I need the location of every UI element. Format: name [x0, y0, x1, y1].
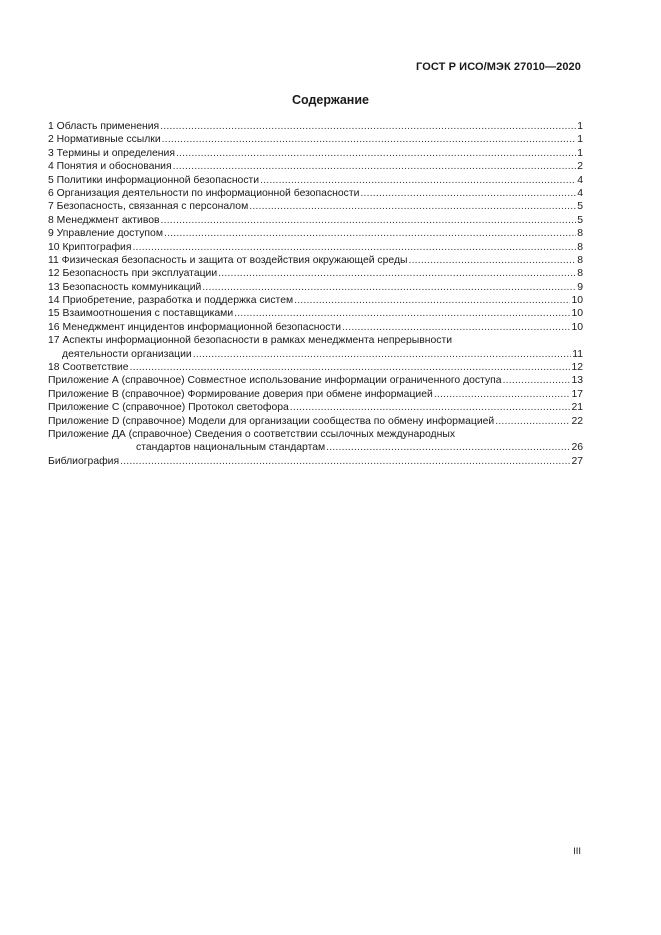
toc-leader-dots [176, 147, 576, 160]
toc-leader-dots [342, 321, 570, 334]
toc-title: Содержание [291, 93, 369, 107]
toc-leader-dots [218, 267, 576, 280]
toc-leader-dots [120, 455, 570, 468]
toc-leader-dots [173, 160, 577, 173]
toc-entry-page: 12 [571, 362, 583, 374]
toc-entry-page: 9 [577, 281, 583, 293]
toc-entry-page: 10 [571, 321, 583, 333]
toc-entry[interactable] [48, 374, 583, 387]
toc-entry-title: 16 Менеджмент инцидентов информационной безопасности [48, 321, 342, 333]
toc-entry[interactable] [48, 174, 583, 187]
toc-entry-title: 15 Взаимоотношения с поставщиками [48, 308, 234, 320]
toc-leader-dots [260, 174, 576, 187]
toc-entry-page: 5 [577, 214, 583, 226]
toc-entry-title: Библиография [48, 455, 120, 467]
page-number: III [573, 846, 581, 857]
toc-entry[interactable] [48, 267, 583, 280]
toc-entry-title: 10 Криптография [48, 241, 132, 253]
toc-entry[interactable] [48, 441, 583, 454]
toc-entry-title: 8 Менеджмент активов [48, 214, 160, 226]
toc-entry[interactable] [48, 307, 583, 320]
toc-entry-title: 4 Понятия и обоснования [48, 161, 172, 173]
toc-entry[interactable] [48, 120, 583, 133]
toc-entry[interactable] [48, 214, 583, 227]
toc-entry-title: 3 Термины и определения [48, 147, 175, 159]
toc-entry-title: 2 Нормативные ссылки [48, 134, 161, 146]
toc-entry-title: Приложение D (справочное) Модели для организации сообщества по обмену информацией [48, 415, 495, 427]
toc-entry-page: 8 [577, 254, 583, 266]
toc-entry-title: 12 Безопасность при эксплуатации [48, 268, 218, 280]
toc-entry-page: 4 [577, 187, 583, 199]
toc-entry-page: 1 [577, 147, 583, 159]
toc-leader-dots [360, 187, 576, 200]
toc-entry-title: Приложение С (справочное) Протокол светофора [48, 402, 289, 414]
toc-leader-dots [202, 281, 576, 294]
toc-entry[interactable] [48, 133, 583, 146]
toc-leader-dots [234, 307, 570, 320]
toc-entry-title: 13 Безопасность коммуникаций [48, 281, 202, 293]
toc-entry-page: 10 [571, 308, 583, 320]
toc-leader-dots [326, 441, 570, 454]
toc-entry[interactable] [48, 361, 583, 374]
toc-entry[interactable] [48, 227, 583, 240]
toc-leader-dots [132, 241, 576, 254]
toc-leader-dots [495, 415, 570, 428]
toc-entry-title: 11 Физическая безопасность и защита от воздействия окружающей среды [48, 254, 408, 266]
toc-entry[interactable] [48, 160, 583, 173]
toc-entry-page: 17 [571, 388, 583, 400]
toc-entry-title: 1 Область применения [48, 121, 160, 132]
toc-entry-title: деятельности организации [62, 348, 192, 360]
toc-entry-page: 21 [571, 402, 583, 414]
toc-entry-title: 14 Приобретение, разработка и поддержка систем [48, 295, 294, 307]
toc-entry-title: Приложение В (справочное) Формирование доверия при обмене информацией [48, 388, 433, 400]
toc-entry[interactable] [48, 187, 583, 200]
toc-entry[interactable] [48, 200, 583, 213]
toc-entry-title: 7 Безопасность, связанная с персоналом [48, 201, 249, 213]
toc-entry-page: 22 [571, 415, 583, 427]
toc-entry-page: 10 [571, 295, 583, 307]
document-code: ГОСТ Р ИСО/МЭК 27010—2020 [416, 61, 581, 73]
toc-entry-title: 6 Организация деятельности по информационной безопасности [48, 187, 360, 199]
toc-entry-page: 2 [577, 161, 583, 173]
toc-entry-first-line[interactable]: 17 Аспекты информационной безопасности в рамках менеджмента непрерывности [48, 335, 453, 347]
toc-leader-dots [130, 361, 571, 374]
toc-entry-page: 1 [577, 121, 583, 132]
toc-entry-title: стандартов национальным стандартам [136, 442, 326, 454]
toc-entry[interactable] [48, 147, 583, 160]
toc-entry-page: 26 [571, 442, 583, 454]
toc-entry-page: 13 [571, 375, 583, 387]
toc-entry-page: 8 [577, 268, 583, 280]
toc-leader-dots [503, 374, 571, 387]
toc-leader-dots [160, 120, 576, 133]
toc-entry[interactable] [48, 455, 583, 468]
toc-entry[interactable] [48, 321, 583, 334]
toc-leader-dots [294, 294, 570, 307]
toc-entry-title: 18 Соответствие [48, 362, 129, 374]
toc-entry-page: 4 [577, 174, 583, 186]
toc-entry-page: 8 [577, 241, 583, 253]
table-of-contents [48, 120, 583, 468]
toc-leader-dots [434, 388, 571, 401]
toc-entry-page: 1 [577, 134, 583, 146]
toc-leader-dots [161, 214, 577, 227]
toc-leader-dots [249, 200, 576, 213]
toc-entry[interactable] [48, 388, 583, 401]
toc-entry-title: 5 Политики информационной безопасности [48, 174, 260, 186]
toc-entry-page: 11 [572, 348, 583, 360]
toc-entry-page: 5 [577, 201, 583, 213]
toc-leader-dots [409, 254, 577, 267]
toc-entry[interactable] [48, 241, 583, 254]
toc-entry[interactable] [48, 401, 583, 414]
toc-leader-dots [162, 133, 577, 146]
toc-leader-dots [164, 227, 576, 240]
toc-entry-page: 27 [571, 455, 583, 467]
toc-entry-title: Приложение А (справочное) Совместное использование информации ограниченного доступа [48, 375, 502, 387]
toc-entry-page: 8 [577, 228, 583, 240]
toc-entry-first-line[interactable]: Приложение ДА (справочное) Сведения о соответствии ссылочных международных [48, 428, 456, 440]
toc-entry[interactable] [48, 348, 583, 361]
toc-entry[interactable] [48, 415, 583, 428]
toc-entry[interactable] [48, 294, 583, 307]
toc-entry-title: 9 Управление доступом [48, 228, 163, 240]
toc-leader-dots [290, 401, 571, 414]
toc-entry[interactable] [48, 254, 583, 267]
toc-leader-dots [193, 348, 571, 361]
toc-entry[interactable] [48, 281, 583, 294]
